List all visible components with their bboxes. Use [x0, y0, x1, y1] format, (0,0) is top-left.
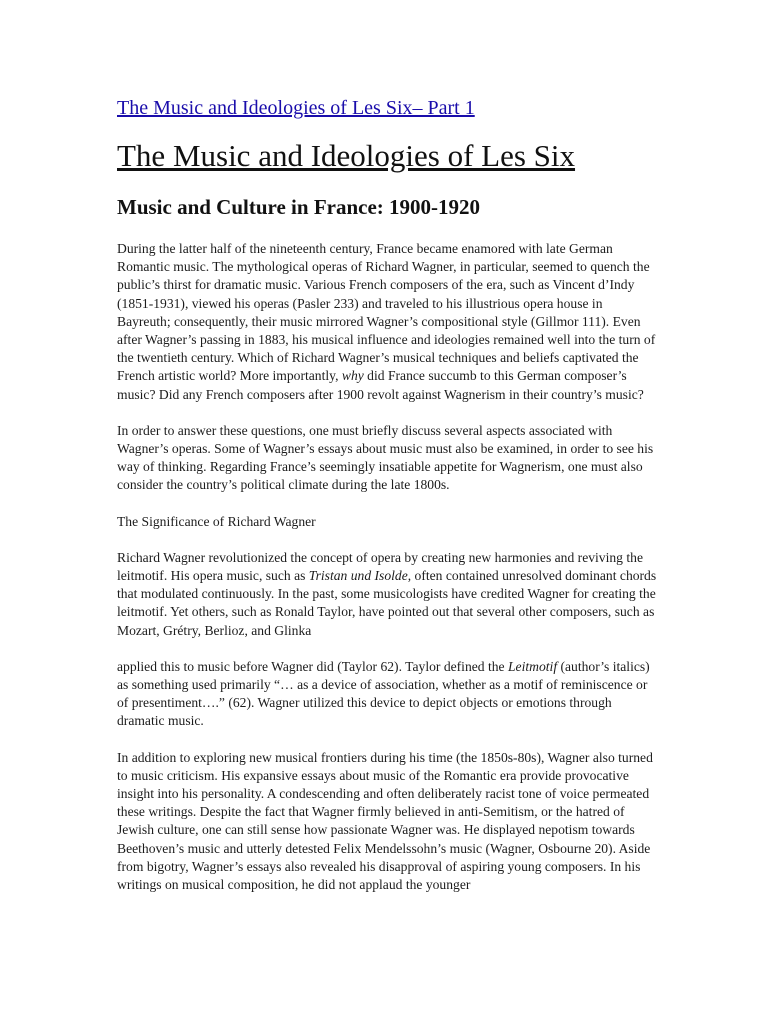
p1-emphasis: why: [341, 368, 364, 384]
paragraph-2: In order to answer these questions, one must briefly discuss several aspects associated with Wagner’s operas. Some of Wagner’s essays about music must also be examined, in order to see his way of thinking. Regarding France’s seemingly insatiable appetite for Wagnerism, one must also consider the country’s political climate during the late 1800s.: [117, 422, 654, 493]
paragraph-5: In addition to exploring new musical frontiers during his time (the 1850s-80s), Wagner also turned to music criticism. His expansive essays about music of the Romantic era provide provocative insight into his personality. A condescending and often deliberately racist tone of voice permeated these writings. Despite the fact that Wagner firmly believed in anti-Semitism, or the hatred of Jewish culture, one can still sense how passionate Wagner was. He displayed nepotism towards Beethoven’s music and utterly detested Felix Mendelssohn’s music (Wagner, Osbourne 20). Aside from bigotry, Wagner’s essays also revealed his disapproval of aspiring young composers. In his writings on musical composition, he did not applaud the younger: [117, 749, 653, 893]
p4-text-b: (author’s italics) as something used primarily “… as a device of association, whether as a motif of reminiscence or of presentiment….” (62). Wagner utilized this device to depict objects or emotions through dramatic music.: [117, 658, 650, 729]
p4-emphasis: Leitmotif: [508, 658, 558, 674]
section-heading: The Significance of Richard Wagner: [117, 513, 316, 529]
page-subtitle: Music and Culture in France: 1900-1920: [117, 195, 481, 219]
title-link[interactable]: The Music and Ideologies of Les Six– Part 1: [117, 97, 475, 119]
paragraph-4: [117, 658, 657, 731]
paragraph-1: [117, 240, 657, 404]
p1-text-a: During the latter half of the nineteenth century, France became enamored with late German Romantic music. The mythological operas of Richard Wagner, in particular, seemed to quench the public’s thirst for dramatic music. Various French composers of the era, such as Vincent d’Indy (1851-1931), viewed his operas (Pasler 233) and traveled to his illustrious opera house in Bayreuth; consequently, their music mirrored Wagner’s compositional style (Gillmor 111). Even after Wagner’s passing in 1883, his musical influence and ideologies remained well into the turn of the twentieth century. Which of Richard Wagner’s musical techniques and beliefs captivated the French artistic world? More importantly,: [117, 241, 656, 384]
page-title: The Music and Ideologies of Les Six: [117, 138, 576, 173]
p4-text-a: applied this to music before Wagner did (Taylor 62). Taylor defined the: [117, 658, 508, 674]
p3-text-b: , often contained unresolved dominant chords that modulated continuously. In the past, some musicologists have credited Wagner for creating the leitmotif. Yet others, such as Ronald Taylor, have pointed out that several other composers, such as Mozart, Grétry, Berlioz, and Glinka: [117, 568, 657, 638]
document-page: [117, 96, 657, 912]
p3-text-a: Richard Wagner revolutionized the concept of opera by creating new harmonies and reviving the leitmotif. His opera music, such as: [117, 549, 643, 584]
p1-text-b: did France succumb to this German composer’s music? Did any French composers after 1900 revolt against Wagnerism in their country’s music?: [117, 368, 644, 402]
p3-emphasis: Tristan und Isolde: [308, 568, 408, 584]
paragraph-3: [117, 549, 657, 640]
